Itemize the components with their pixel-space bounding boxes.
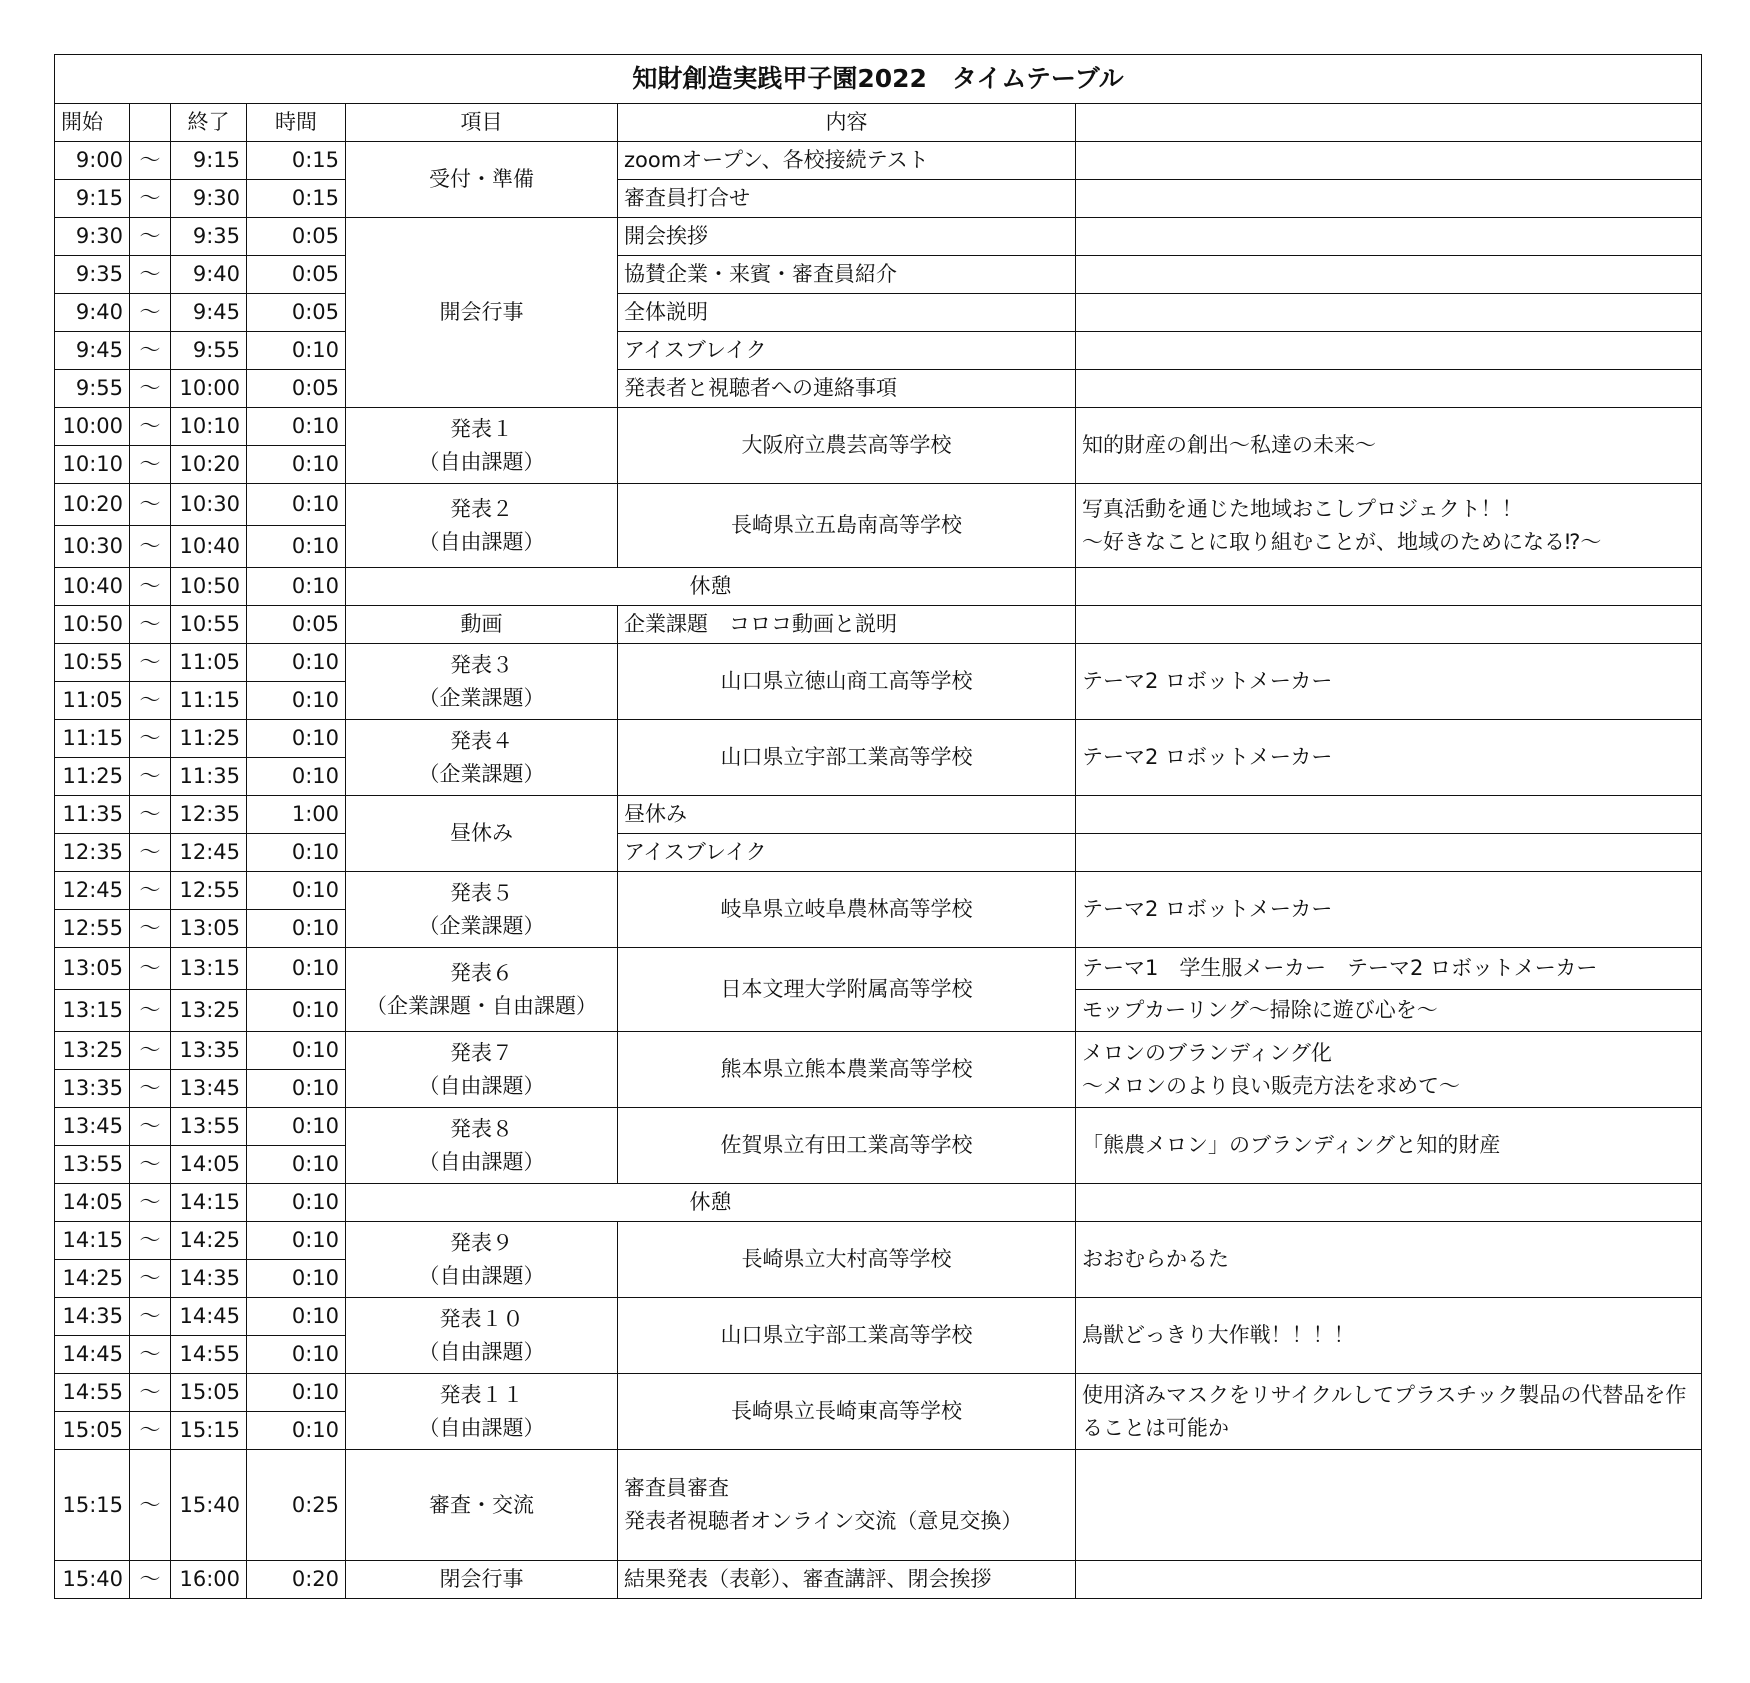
item-label: 発表２: [450, 496, 513, 521]
content-cell: 協賛企業・来賓・審査員紹介: [618, 256, 1076, 294]
content-cell: 開会挨拶: [618, 218, 1076, 256]
duration: 0:05: [247, 294, 346, 332]
table-row: [55, 294, 1702, 332]
end-time: 14:05: [171, 1146, 247, 1184]
end-time: 9:35: [171, 218, 247, 256]
end-time: 11:35: [171, 758, 247, 796]
duration: 0:10: [247, 408, 346, 446]
end-time: 13:05: [171, 910, 247, 948]
end-time: 13:25: [171, 990, 247, 1032]
school-name: 長崎県立大村高等学校: [618, 1222, 1076, 1298]
presentation-title: [1076, 1032, 1702, 1108]
start-time: 14:45: [55, 1336, 130, 1374]
item-cell: [346, 720, 618, 796]
duration: 0:10: [247, 484, 346, 526]
table-row: [55, 834, 1702, 872]
presentation-subtitle-line: ～メロンのより良い販売方法を求めて～: [1082, 1073, 1460, 1098]
start-time: 9:45: [55, 332, 130, 370]
item-category: （自由課題）: [418, 1415, 545, 1440]
note-cell: [1076, 1561, 1702, 1599]
tilde: ～: [130, 332, 171, 370]
presentation-title: 知的財産の創出～私達の未来～: [1076, 408, 1702, 484]
tilde: ～: [130, 1184, 171, 1222]
start-time: 9:15: [55, 180, 130, 218]
tilde: ～: [130, 408, 171, 446]
tilde: ～: [130, 1561, 171, 1599]
item-cell: [346, 1032, 618, 1108]
duration: 0:10: [247, 1336, 346, 1374]
header-content: 内容: [618, 104, 1076, 142]
content-cell: 企業課題 コロコ動画と説明: [618, 606, 1076, 644]
start-time: 14:15: [55, 1222, 130, 1260]
tilde: ～: [130, 910, 171, 948]
tilde: ～: [130, 644, 171, 682]
item-label: 発表９: [450, 1230, 513, 1255]
content-cell: [618, 1450, 1076, 1561]
item-label: 発表４: [450, 728, 513, 753]
end-time: 12:35: [171, 796, 247, 834]
start-time: 13:15: [55, 990, 130, 1032]
item-label: 発表１０: [439, 1306, 524, 1331]
school-name: 熊本県立熊本農業高等学校: [618, 1032, 1076, 1108]
duration: 0:10: [247, 332, 346, 370]
tilde: ～: [130, 1374, 171, 1412]
item-cell: 開会行事: [346, 218, 618, 408]
duration: 0:10: [247, 1298, 346, 1336]
end-time: 13:35: [171, 1032, 247, 1070]
start-time: 9:30: [55, 218, 130, 256]
tilde: ～: [130, 1412, 171, 1450]
note-cell: [1076, 256, 1702, 294]
table-row: [55, 1298, 1702, 1336]
item-cell: 審査・交流: [346, 1450, 618, 1561]
school-name: 山口県立徳山商工高等学校: [618, 644, 1076, 720]
content-line: 発表者視聴者オンライン交流（意見交換）: [624, 1509, 1023, 1533]
tilde: ～: [130, 1032, 171, 1070]
presentation-title: 「熊農メロン」のブランディングと知的財産: [1076, 1108, 1702, 1184]
item-cell: [346, 1222, 618, 1298]
school-name: 日本文理大学附属高等学校: [618, 948, 1076, 1032]
duration: 0:25: [247, 1450, 346, 1561]
end-time: 9:15: [171, 142, 247, 180]
item-label: 発表６: [450, 960, 513, 985]
tilde: ～: [130, 606, 171, 644]
duration: 0:10: [247, 720, 346, 758]
tilde: ～: [130, 256, 171, 294]
header-item: 項目: [346, 104, 618, 142]
school-name: 山口県立宇部工業高等学校: [618, 720, 1076, 796]
duration: 0:05: [247, 370, 346, 408]
item-cell: [346, 1108, 618, 1184]
content-cell: アイスブレイク: [618, 332, 1076, 370]
break-cell: 休憩: [346, 568, 1076, 606]
item-cell: [346, 408, 618, 484]
start-time: 13:55: [55, 1146, 130, 1184]
table-row: [55, 180, 1702, 218]
tilde: ～: [130, 834, 171, 872]
tilde: ～: [130, 446, 171, 484]
note-cell: [1076, 834, 1702, 872]
start-time: 15:15: [55, 1450, 130, 1561]
content-cell: アイスブレイク: [618, 834, 1076, 872]
duration: 0:10: [247, 526, 346, 568]
end-time: 10:00: [171, 370, 247, 408]
item-label: 発表１１: [439, 1382, 524, 1407]
duration: 0:10: [247, 644, 346, 682]
table-row: [55, 332, 1702, 370]
start-time: 14:55: [55, 1374, 130, 1412]
table-row: [55, 256, 1702, 294]
item-cell: [346, 872, 618, 948]
end-time: 9:45: [171, 294, 247, 332]
tilde: ～: [130, 948, 171, 990]
duration: 0:10: [247, 1184, 346, 1222]
end-time: 10:30: [171, 484, 247, 526]
item-category: （企業課題）: [418, 761, 545, 786]
school-name: 山口県立宇部工業高等学校: [618, 1298, 1076, 1374]
tilde: ～: [130, 1450, 171, 1561]
start-time: 10:10: [55, 446, 130, 484]
start-time: 10:30: [55, 526, 130, 568]
content-cell: 発表者と視聴者への連絡事項: [618, 370, 1076, 408]
end-time: 10:55: [171, 606, 247, 644]
end-time: 9:55: [171, 332, 247, 370]
page-title: 知財創造実践甲子園2022 タイムテーブル: [55, 55, 1702, 104]
item-category: （自由課題）: [418, 1339, 545, 1364]
table-row: [55, 1108, 1702, 1146]
presentation-title: モップカーリング～掃除に遊び心を～: [1076, 990, 1702, 1032]
table-row: [55, 948, 1702, 990]
content-cell: 全体説明: [618, 294, 1076, 332]
tilde: ～: [130, 1108, 171, 1146]
note-cell: [1076, 1450, 1702, 1561]
duration: 0:10: [247, 948, 346, 990]
note-cell: [1076, 568, 1702, 606]
start-time: 9:00: [55, 142, 130, 180]
start-time: 15:40: [55, 1561, 130, 1599]
school-name: 岐阜県立岐阜農林高等学校: [618, 872, 1076, 948]
presentation-title-line: 写真活動を通じた地域おこしプロジェクト！！: [1082, 496, 1523, 521]
duration: 0:05: [247, 218, 346, 256]
end-time: 11:05: [171, 644, 247, 682]
end-time: 11:15: [171, 682, 247, 720]
start-time: 13:45: [55, 1108, 130, 1146]
item-category: （自由課題）: [418, 1263, 545, 1288]
end-time: 12:45: [171, 834, 247, 872]
table-row: [55, 606, 1702, 644]
item-cell: [346, 1374, 618, 1450]
item-category: （自由課題）: [418, 449, 545, 474]
table-row: [55, 1222, 1702, 1260]
school-name: 佐賀県立有田工業高等学校: [618, 1108, 1076, 1184]
start-time: 10:20: [55, 484, 130, 526]
tilde: ～: [130, 720, 171, 758]
item-label: 発表７: [450, 1040, 513, 1065]
end-time: 13:55: [171, 1108, 247, 1146]
content-cell: 結果発表（表彰）、審査講評、閉会挨拶: [618, 1561, 1076, 1599]
presentation-title: テーマ2 ロボットメーカー: [1076, 872, 1702, 948]
table-row: [55, 218, 1702, 256]
note-cell: [1076, 796, 1702, 834]
duration: 0:10: [247, 1260, 346, 1298]
end-time: 11:25: [171, 720, 247, 758]
start-time: 14:25: [55, 1260, 130, 1298]
duration: 0:10: [247, 568, 346, 606]
table-row: [55, 370, 1702, 408]
tilde: ～: [130, 1222, 171, 1260]
end-time: 10:50: [171, 568, 247, 606]
duration: 0:05: [247, 256, 346, 294]
table-row: [55, 1561, 1702, 1599]
table-row: [55, 872, 1702, 910]
end-time: 15:05: [171, 1374, 247, 1412]
tilde: ～: [130, 872, 171, 910]
tilde: ～: [130, 142, 171, 180]
end-time: 14:25: [171, 1222, 247, 1260]
duration: 0:20: [247, 1561, 346, 1599]
table-row: [55, 644, 1702, 682]
content-cell: 審査員打合せ: [618, 180, 1076, 218]
note-cell: [1076, 294, 1702, 332]
table-row: [55, 1032, 1702, 1070]
end-time: 10:20: [171, 446, 247, 484]
start-time: 10:50: [55, 606, 130, 644]
start-time: 10:55: [55, 644, 130, 682]
item-label: 発表８: [450, 1116, 513, 1141]
duration: 0:10: [247, 758, 346, 796]
start-time: 12:35: [55, 834, 130, 872]
table-row: [55, 796, 1702, 834]
school-name: 長崎県立五島南高等学校: [618, 484, 1076, 568]
tilde: ～: [130, 484, 171, 526]
item-cell: 動画: [346, 606, 618, 644]
presentation-title: おおむらかるた: [1076, 1222, 1702, 1298]
tilde: ～: [130, 218, 171, 256]
tilde: ～: [130, 1070, 171, 1108]
start-time: 12:55: [55, 910, 130, 948]
tilde: ～: [130, 180, 171, 218]
presentation-title: テーマ2 ロボットメーカー: [1076, 720, 1702, 796]
note-cell: [1076, 180, 1702, 218]
item-category: （自由課題）: [418, 1149, 545, 1174]
item-label: 発表１: [450, 416, 513, 441]
duration: 0:10: [247, 1146, 346, 1184]
header-notes: [1076, 104, 1702, 142]
duration: 0:10: [247, 834, 346, 872]
duration: 0:10: [247, 1032, 346, 1070]
tilde: ～: [130, 370, 171, 408]
start-time: 11:35: [55, 796, 130, 834]
tilde: ～: [130, 1336, 171, 1374]
presentation-title: 使用済みマスクをリサイクルしてプラスチック製品の代替品を作ることは可能か: [1076, 1374, 1702, 1450]
item-cell: [346, 644, 618, 720]
content-cell: 昼休み: [618, 796, 1076, 834]
table-row: [55, 720, 1702, 758]
note-cell: [1076, 1184, 1702, 1222]
item-label: 発表５: [450, 880, 513, 905]
tilde: ～: [130, 1260, 171, 1298]
table-row: [55, 142, 1702, 180]
end-time: 14:15: [171, 1184, 247, 1222]
duration: 0:15: [247, 142, 346, 180]
duration: 0:10: [247, 1222, 346, 1260]
end-time: 13:15: [171, 948, 247, 990]
duration: 0:05: [247, 606, 346, 644]
start-time: 14:35: [55, 1298, 130, 1336]
tilde: ～: [130, 1146, 171, 1184]
item-category: （企業課題・自由課題）: [366, 993, 597, 1018]
end-time: 10:40: [171, 526, 247, 568]
start-time: 12:45: [55, 872, 130, 910]
start-time: 11:25: [55, 758, 130, 796]
break-cell: 休憩: [346, 1184, 1076, 1222]
start-time: 13:25: [55, 1032, 130, 1070]
item-cell: 受付・準備: [346, 142, 618, 218]
end-time: 14:55: [171, 1336, 247, 1374]
start-time: 15:05: [55, 1412, 130, 1450]
table-row: [55, 1184, 1702, 1222]
table-row: [55, 1374, 1702, 1412]
presentation-subtitle-line: ～好きなことに取り組むことが、地域のためになる⁉～: [1082, 529, 1602, 554]
tilde: ～: [130, 294, 171, 332]
item-category: （自由課題）: [418, 1073, 545, 1098]
item-category: （自由課題）: [418, 529, 545, 554]
presentation-theme: テーマ1 学生服メーカー テーマ2 ロボットメーカー: [1076, 948, 1702, 990]
start-time: 11:05: [55, 682, 130, 720]
duration: 0:10: [247, 990, 346, 1032]
school-name: 大阪府立農芸高等学校: [618, 408, 1076, 484]
presentation-title: テーマ2 ロボットメーカー: [1076, 644, 1702, 720]
end-time: 14:35: [171, 1260, 247, 1298]
end-time: 12:55: [171, 872, 247, 910]
start-time: 10:00: [55, 408, 130, 446]
item-cell: [346, 484, 618, 568]
end-time: 14:45: [171, 1298, 247, 1336]
start-time: 13:05: [55, 948, 130, 990]
presentation-title-line: メロンのブランディング化: [1082, 1040, 1332, 1065]
table-row: [55, 568, 1702, 606]
tilde: ～: [130, 1298, 171, 1336]
note-cell: [1076, 332, 1702, 370]
presentation-title: [1076, 484, 1702, 568]
note-cell: [1076, 370, 1702, 408]
content-cell: zoomオープン、各校接続テスト: [618, 142, 1076, 180]
item-category: （企業課題）: [418, 685, 545, 710]
tilde: ～: [130, 796, 171, 834]
tilde: ～: [130, 758, 171, 796]
table-row: [55, 408, 1702, 446]
timetable: [54, 54, 1702, 1599]
presentation-title: 鳥獣どっきり大作戦！！！！: [1076, 1298, 1702, 1374]
end-time: 15:15: [171, 1412, 247, 1450]
item-label: 発表３: [450, 652, 513, 677]
end-time: 9:40: [171, 256, 247, 294]
duration: 0:10: [247, 1412, 346, 1450]
duration: 0:15: [247, 180, 346, 218]
duration: 0:10: [247, 872, 346, 910]
start-time: 14:05: [55, 1184, 130, 1222]
start-time: 13:35: [55, 1070, 130, 1108]
start-time: 9:55: [55, 370, 130, 408]
end-time: 16:00: [171, 1561, 247, 1599]
header-blank: [130, 104, 171, 142]
end-time: 13:45: [171, 1070, 247, 1108]
item-cell: 昼休み: [346, 796, 618, 872]
note-cell: [1076, 218, 1702, 256]
item-cell: [346, 1298, 618, 1374]
duration: 0:10: [247, 1070, 346, 1108]
duration: 0:10: [247, 446, 346, 484]
duration: 0:10: [247, 1108, 346, 1146]
item-cell: [346, 948, 618, 1032]
end-time: 10:10: [171, 408, 247, 446]
start-time: 9:35: [55, 256, 130, 294]
item-category: （企業課題）: [418, 913, 545, 938]
tilde: ～: [130, 682, 171, 720]
item-cell: 閉会行事: [346, 1561, 618, 1599]
end-time: 9:30: [171, 180, 247, 218]
start-time: 11:15: [55, 720, 130, 758]
table-row: [55, 484, 1702, 526]
table-row: [55, 1450, 1702, 1561]
content-line: 審査員審査: [624, 1476, 729, 1501]
start-time: 10:40: [55, 568, 130, 606]
duration: 0:10: [247, 910, 346, 948]
header-end: 終了: [171, 104, 247, 142]
end-time: 15:40: [171, 1450, 247, 1561]
tilde: ～: [130, 526, 171, 568]
header-start: 開始: [55, 104, 130, 142]
start-time: 9:40: [55, 294, 130, 332]
tilde: ～: [130, 568, 171, 606]
duration: 0:10: [247, 1374, 346, 1412]
note-cell: [1076, 606, 1702, 644]
school-name: 長崎県立長崎東高等学校: [618, 1374, 1076, 1450]
tilde: ～: [130, 990, 171, 1032]
duration: 1:00: [247, 796, 346, 834]
header-duration: 時間: [247, 104, 346, 142]
note-cell: [1076, 142, 1702, 180]
duration: 0:10: [247, 682, 346, 720]
